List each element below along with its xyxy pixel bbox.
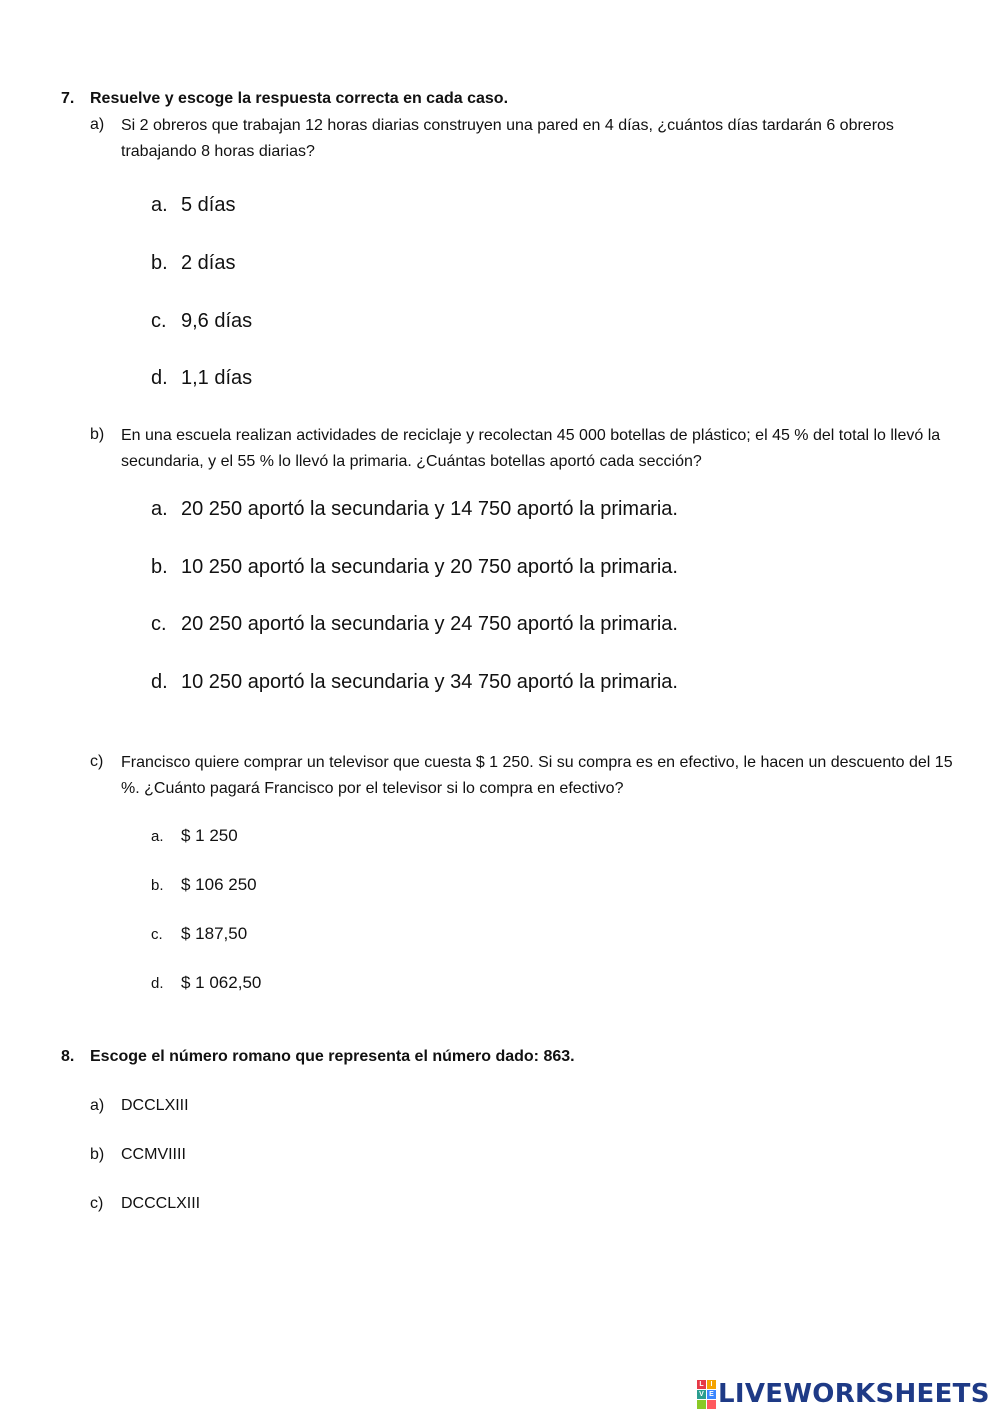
option-letter: b. xyxy=(151,556,168,578)
subquestion-a-text: Si 2 obreros que trabajan 12 horas diarias construyen una pared en 4 días, ¿cuántos días tardarán 6 obreros trabajando 8 horas diarias? xyxy=(121,117,894,160)
option-a-d[interactable] xyxy=(151,367,252,390)
option-b-b[interactable] xyxy=(151,556,678,579)
subquestion-c-label: c) xyxy=(90,753,104,770)
option-c-c[interactable] xyxy=(151,924,247,944)
option-letter: a. xyxy=(151,498,168,520)
option-text: 1,1 días xyxy=(181,367,253,389)
logo-tile xyxy=(707,1400,716,1409)
option-text: 10 250 aportó la secundaria y 20 750 aportó la primaria. xyxy=(181,556,678,578)
logo-tile xyxy=(697,1400,706,1409)
option-letter: b) xyxy=(90,1146,105,1163)
option-text: 10 250 aportó la secundaria y 34 750 aportó la primaria. xyxy=(181,671,678,693)
subquestion-c-text: Francisco quiere comprar un televisor que cuesta $ 1 250. Si su compra es en efectivo, le hacen un descuento del 15 %. ¿Cuánto pagará Francisco por el televisor si lo compra en efectivo? xyxy=(121,754,953,797)
option-letter: d. xyxy=(151,367,168,389)
option-a-b[interactable] xyxy=(151,252,235,275)
question-8-title: Escoge el número romano que representa el número dado: 863. xyxy=(90,1048,575,1065)
question-8-number: 8. xyxy=(61,1048,75,1065)
subquestion-b-text: En una escuela realizan actividades de reciclaje y recolectan 45 000 botellas de plástico; el 45 % del total lo llevó la secundaria, y el 55 % lo llevó la primaria. ¿Cuántas botellas aportó cada sección? xyxy=(121,427,941,470)
option-text: DCCCLXIII xyxy=(121,1195,201,1212)
roman-option-a[interactable] xyxy=(90,1097,189,1115)
option-text: 5 días xyxy=(181,194,236,216)
question-7-number: 7. xyxy=(61,90,75,107)
option-text: DCCLXIII xyxy=(121,1097,189,1114)
option-c-a[interactable] xyxy=(151,826,238,846)
option-letter: c) xyxy=(90,1195,104,1212)
option-text: $ 1 062,50 xyxy=(181,973,262,992)
roman-option-b[interactable] xyxy=(90,1146,186,1164)
option-letter: a. xyxy=(151,194,168,216)
logo-tile: I xyxy=(707,1380,716,1389)
option-b-c[interactable] xyxy=(151,613,678,636)
option-c-b[interactable] xyxy=(151,875,257,895)
option-text: 20 250 aportó la secundaria y 14 750 aportó la primaria. xyxy=(181,498,678,520)
option-text: $ 187,50 xyxy=(181,924,248,943)
option-letter: c. xyxy=(151,310,167,332)
logo-text: LIVEWORKSHEETS xyxy=(718,1379,990,1409)
roman-option-c[interactable] xyxy=(90,1195,200,1213)
option-a-a[interactable] xyxy=(151,194,235,217)
option-letter: d. xyxy=(151,975,164,992)
question-7-title: Resuelve y escoge la respuesta correcta en cada caso. xyxy=(90,90,509,107)
option-letter: c. xyxy=(151,926,163,943)
subquestion-b-label: b) xyxy=(90,426,105,443)
option-letter: c. xyxy=(151,613,167,635)
logo-tile: V xyxy=(697,1390,706,1399)
logo-tiles-icon xyxy=(697,1380,716,1409)
option-c-d[interactable] xyxy=(151,973,261,993)
option-a-c[interactable] xyxy=(151,310,252,333)
liveworksheets-logo xyxy=(697,1379,990,1409)
option-letter: d. xyxy=(151,671,168,693)
option-letter: b. xyxy=(151,877,164,894)
option-letter: a. xyxy=(151,828,164,845)
option-text: 20 250 aportó la secundaria y 24 750 aportó la primaria. xyxy=(181,613,678,635)
option-letter: b. xyxy=(151,252,168,274)
logo-tile: L xyxy=(697,1380,706,1389)
option-text: $ 106 250 xyxy=(181,875,257,894)
subquestion-a-label: a) xyxy=(90,116,105,133)
option-letter: a) xyxy=(90,1097,105,1114)
option-text: $ 1 250 xyxy=(181,826,238,845)
option-text: 9,6 días xyxy=(181,310,253,332)
logo-tile: E xyxy=(707,1390,716,1399)
option-text: 2 días xyxy=(181,252,236,274)
option-text: CCMVIIII xyxy=(121,1146,186,1163)
option-b-d[interactable] xyxy=(151,671,678,694)
option-b-a[interactable] xyxy=(151,498,678,521)
